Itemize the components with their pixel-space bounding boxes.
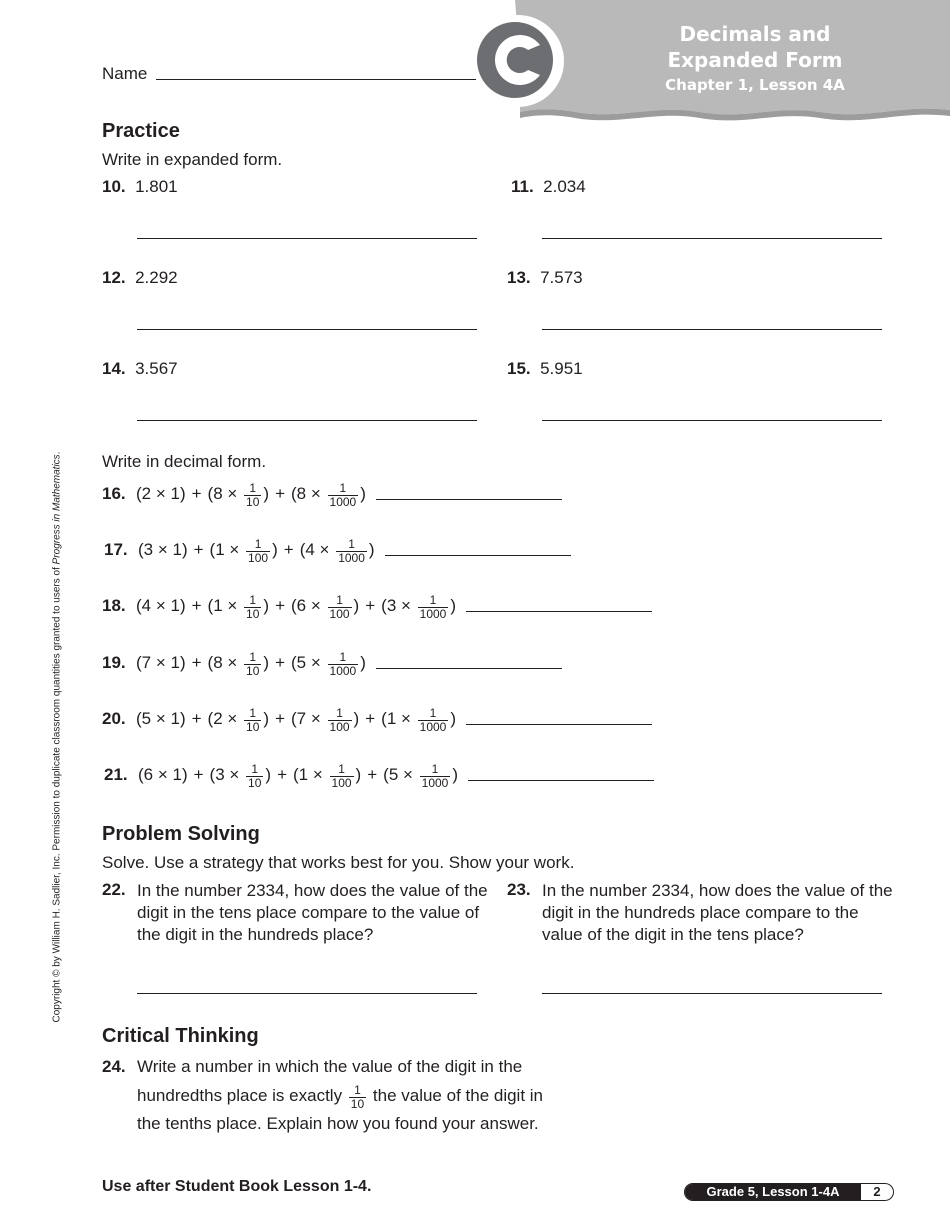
answer-line[interactable] — [542, 993, 882, 994]
question-number: 19. — [102, 653, 126, 672]
lesson-pill — [684, 1183, 894, 1201]
decimal-form-item: 19. (7 × 1) + (8 × $\frac{1}{10}$ ) + (5 × $\frac{1}{1000}$ ) — [102, 649, 562, 677]
name-label: Name — [102, 64, 148, 83]
expanded-item: 15. 5.951 — [507, 359, 583, 378]
question-24-line3: the tenths place. Explain how you found your answer. — [137, 1114, 539, 1133]
lesson-title-line1: Decimals and — [679, 22, 831, 46]
critical-thinking-title: Critical Thinking — [102, 1025, 259, 1047]
fraction: $\frac{1}{10}$ — [248, 762, 262, 791]
fraction: $\frac{1}{10}$ — [246, 593, 260, 622]
fraction: $\frac{1}{10}$ — [246, 481, 260, 510]
fraction: $\frac{1}{1000}$ — [421, 762, 449, 791]
fraction: $\frac{1}{1000}$ — [329, 481, 357, 510]
decimal-form-item: 21. (6 × 1) + (3 × $\frac{1}{10}$ ) + (1 × $\frac{1}{100}$ ) + (5 × $\frac{1}{1000}$ ) — [104, 761, 654, 789]
practice-title: Practice — [102, 120, 180, 142]
lesson-title-line2: Expanded Form — [667, 48, 843, 72]
question-number: 24. — [102, 1057, 126, 1076]
lesson-subtitle: Chapter 1, Lesson 4A — [665, 76, 845, 94]
instruction-decimal: Write in decimal form. — [102, 452, 267, 471]
fraction: $\frac{1}{100}$ — [331, 762, 352, 791]
decimal-form-item: 17. (3 × 1) + (1 × $\frac{1}{100}$ ) + (4 × $\frac{1}{1000}$ ) — [104, 536, 571, 564]
answer-line[interactable] — [137, 329, 477, 330]
fraction: $\frac{1}{1000}$ — [419, 706, 447, 735]
fraction: $\frac{1}{10}$ — [350, 1083, 365, 1112]
decimal-form-item: 16. (2 × 1) + (8 × $\frac{1}{10}$ ) + (8 × $\frac{1}{1000}$ ) — [102, 480, 562, 508]
question-number: 17. — [104, 540, 128, 559]
decimal-form-item: 18. (4 × 1) + (1 × $\frac{1}{10}$ ) + (6 × $\frac{1}{100}$ ) + (3 × $\frac{1}{1000}$ ) — [102, 592, 652, 620]
answer-line[interactable] — [542, 329, 882, 330]
decimal-form-item: 20. (5 × 1) + (2 × $\frac{1}{10}$ ) + (7 × $\frac{1}{100}$ ) + (1 × $\frac{1}{1000}$ ) — [102, 705, 652, 733]
fraction: $\frac{1}{10}$ — [246, 650, 260, 679]
problem-solving-instruction: Solve. Use a strategy that works best for you. Show your work. — [102, 853, 575, 872]
question-number: 23. — [507, 880, 531, 899]
fraction: $\frac{1}{10}$ — [246, 706, 260, 735]
fraction: $\frac{1}{1000}$ — [419, 593, 447, 622]
expanded-item: 10. 1.801 — [102, 177, 178, 196]
answer-line[interactable] — [466, 724, 652, 725]
question-number: 18. — [102, 596, 126, 615]
question-number: 22. — [102, 880, 126, 899]
answer-line[interactable] — [137, 238, 477, 239]
question-number: 20. — [102, 709, 126, 728]
answer-line[interactable] — [137, 420, 477, 421]
expanded-item: 11. 2.034 — [511, 177, 586, 196]
expanded-item: 13. 7.573 — [507, 268, 583, 287]
answer-line[interactable] — [466, 611, 652, 612]
answer-line[interactable] — [376, 668, 562, 669]
answer-line[interactable] — [468, 780, 654, 781]
question-22-text: In the number 2334, how does the value of the digit in the tens place compare to the value of the digit in the hundreds place? — [137, 881, 488, 944]
page-number: 2 — [873, 1184, 881, 1199]
question-23-text: In the number 2334, how does the value of the digit in the hundreds place compare to the value of the digit in the tens place? — [542, 881, 893, 944]
footer-note: Use after Student Book Lesson 1-4. — [102, 1178, 372, 1195]
answer-line[interactable] — [137, 993, 477, 994]
question-24-line1: Write a number in which the value of the digit in the — [137, 1057, 523, 1076]
copyright-notice: Copyright © by William H. Sadlier, Inc. Permission to duplicate classroom quantities granted to users of Progress in Mathematics. — [51, 451, 63, 1023]
fraction: $\frac{1}{1000}$ — [338, 537, 365, 566]
question-number: 16. — [102, 484, 126, 503]
answer-line[interactable] — [385, 555, 571, 556]
fraction: $\frac{1}{100}$ — [329, 593, 350, 622]
logo-circle — [477, 22, 553, 98]
fraction: $\frac{1}{100}$ — [329, 706, 350, 735]
answer-line[interactable] — [542, 238, 882, 239]
lesson-pill-label: Grade 5, Lesson 1-4A — [685, 1184, 861, 1200]
expanded-item: 14. 3.567 — [102, 359, 178, 378]
problem-solving-title: Problem Solving — [102, 823, 260, 845]
fraction: $\frac{1}{1000}$ — [329, 650, 357, 679]
instruction-expanded: Write in expanded form. — [102, 150, 283, 169]
question-number: 21. — [104, 765, 128, 784]
expanded-item: 12. 2.292 — [102, 268, 178, 287]
fraction: $\frac{1}{100}$ — [248, 537, 269, 566]
answer-line[interactable] — [376, 499, 562, 500]
name-line[interactable] — [156, 79, 476, 80]
question-24-line2: hundredths place is exactly $\frac{1}{10}$ the value of the digit in — [137, 1083, 544, 1112]
answer-line[interactable] — [542, 420, 882, 421]
